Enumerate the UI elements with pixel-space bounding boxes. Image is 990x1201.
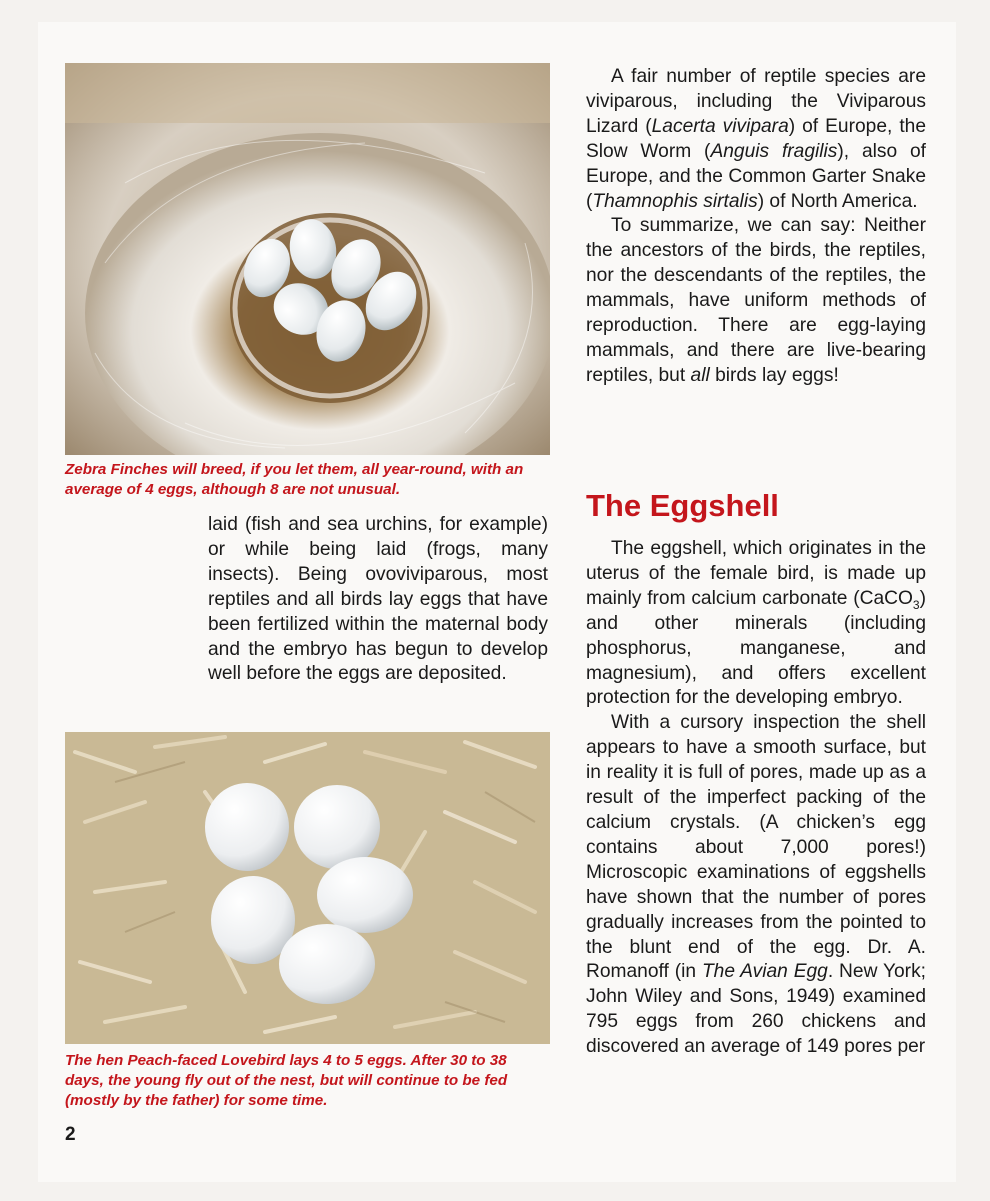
paragraph-viviparous-reptiles — [586, 65, 926, 214]
paragraph: laid (fish and sea urchins, for example) or while being laid (frogs, many insects). Being ovoviviparous, most reptiles and all birds lay eggs that have been fertilized within the maternal body and the embryo has begun to develop well before the eggs are deposited. — [208, 514, 548, 685]
text-run: ) of North America. — [757, 190, 918, 212]
paragraph-eggshell-pores — [586, 711, 926, 1060]
eggshell-section-text — [586, 537, 926, 1060]
text-run: With a cursory inspection the shell appears to have a smooth surface, but in reality it is full of pores, made up as a result of the imperfect packing of the calcium crystals. (A chicken’s egg contains about 7,000 pores!) Microscopic examinations of eggshells have shown that the number of pores gradually increases from the pointed to the blunt end of the egg. Dr. A. Romanoff (in — [586, 712, 926, 983]
page-number: 2 — [65, 1124, 76, 1145]
lovebird-nest-photo — [65, 732, 550, 1044]
paragraph-eggshell-composition — [586, 537, 926, 711]
text-run: ) of Europe, the Slow Worm ( — [586, 115, 926, 162]
zebra-finch-nest-photo — [65, 63, 550, 455]
left-column-text — [208, 513, 548, 687]
text-run: To summarize, we can say: Neither the ancestors of the birds, the reptiles, nor the descendants of the reptiles, the mammals, have uniform methods of reproduction. There are egg-laying mammals, and there are live-bearing reptiles, but — [586, 215, 926, 386]
species-name: Lacerta vivipara — [651, 115, 789, 137]
photo-caption-lovebird: The hen Peach-faced Lovebird lays 4 to 5 eggs. After 30 to 38 days, the young fly out of the nest, but will continue to be fed (mostly by the father) for some time. — [65, 1052, 508, 1109]
right-column-text — [586, 65, 926, 389]
section-heading: The Eggshell — [586, 488, 779, 523]
paragraph-summary — [586, 214, 926, 388]
book-title: The Avian Egg — [701, 961, 828, 983]
text-run: ), also of Europe, and the Common Garter Snake ( — [586, 140, 926, 212]
text-run: A fair number of reptile species are viviparous, including the Viviparous Lizard ( — [586, 66, 926, 137]
species-name: Thamnophis sirtalis — [592, 190, 758, 212]
photo-caption-zebra-finch: Zebra Finches will breed, if you let them, all year-round, with an average of 4 eggs, although 8 are not unusual. — [65, 461, 524, 498]
text-run: ) and other minerals (including phosphorus, manganese, and magnesium), and offers excellent protection for the developing embryo. — [586, 587, 926, 709]
text-run: . New York; John Wiley and Sons, 1949) examined 795 eggs from 260 chickens and discovered an average of 149 pores per — [586, 961, 926, 1058]
text-run: birds lay eggs! — [709, 364, 839, 386]
text-run: The eggshell, which originates in the uterus of the female bird, is made up mainly from calcium carbonate (CaCO — [586, 538, 926, 609]
species-name: Anguis fragilis — [710, 140, 838, 162]
subscript: 3 — [912, 597, 920, 612]
emphasis: all — [690, 364, 710, 386]
